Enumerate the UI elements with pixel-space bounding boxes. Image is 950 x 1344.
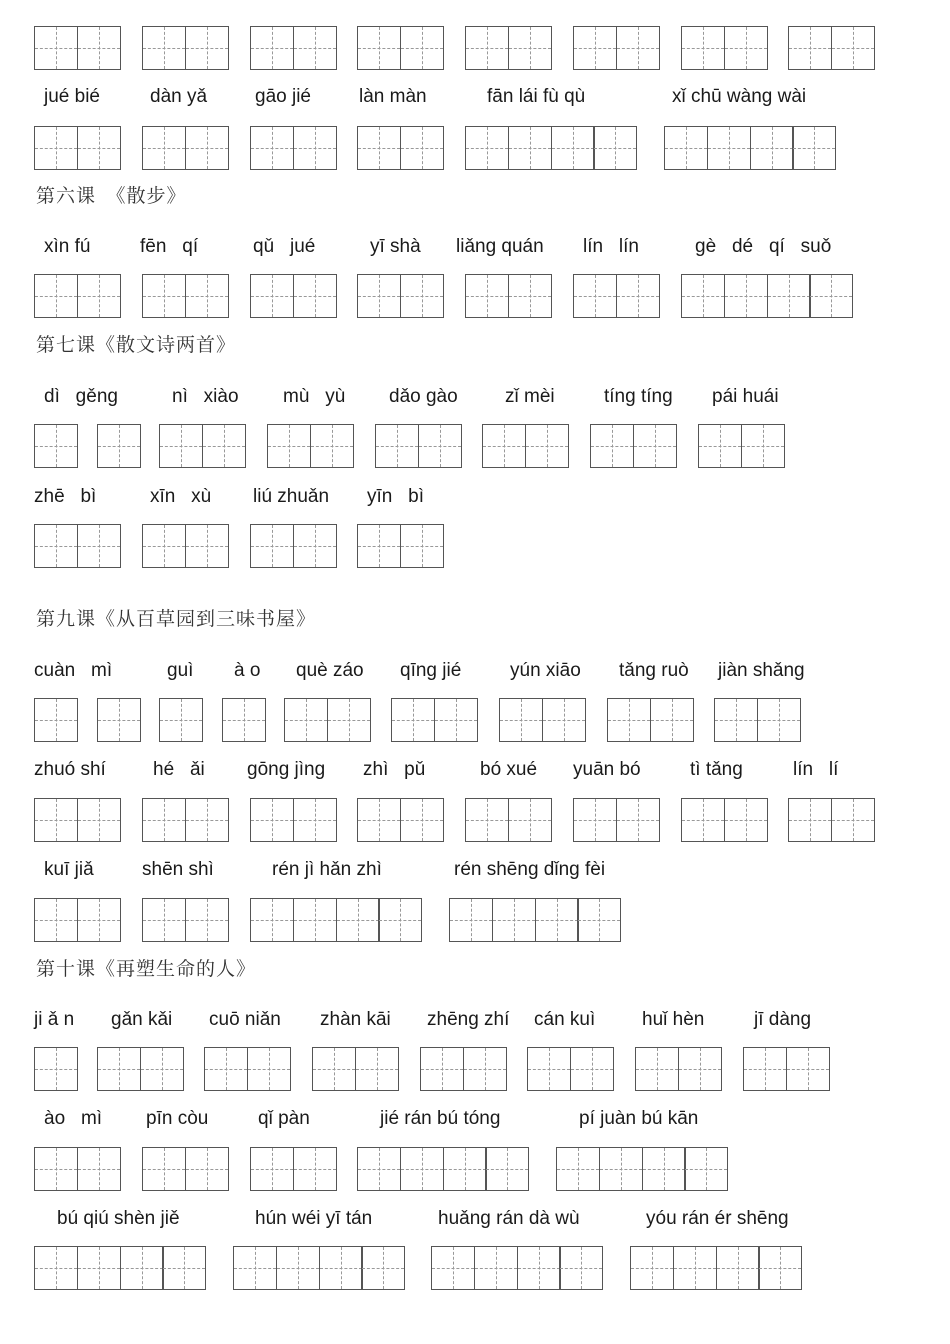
writing-cell[interactable] bbox=[599, 1147, 643, 1191]
pinyin-label: bú qiú shèn jiě bbox=[57, 1208, 180, 1229]
writing-box-group bbox=[465, 26, 551, 70]
lesson-title: 第七课《散文诗两首》 bbox=[36, 334, 237, 356]
writing-cell[interactable] bbox=[250, 798, 294, 842]
pinyin-label: fān lái fù qù bbox=[487, 86, 586, 107]
writing-cell[interactable] bbox=[293, 274, 337, 318]
writing-box-group bbox=[573, 274, 659, 318]
writing-box-group bbox=[357, 274, 443, 318]
writing-cell[interactable] bbox=[310, 424, 354, 468]
pinyin-label: zhuó shí bbox=[34, 759, 106, 780]
pinyin-label: huǐ hèn bbox=[642, 1009, 705, 1030]
writing-cell[interactable] bbox=[449, 898, 493, 942]
writing-box-group bbox=[233, 1246, 404, 1290]
writing-cell[interactable] bbox=[492, 898, 536, 942]
writing-cell[interactable] bbox=[140, 1047, 184, 1091]
pinyin-label: dǎo gào bbox=[389, 386, 458, 407]
writing-box-group bbox=[142, 798, 228, 842]
pinyin-label: gè dé qí suǒ bbox=[695, 236, 832, 257]
writing-cell[interactable] bbox=[293, 126, 337, 170]
lesson-title: 第九课《从百草园到三味书屋》 bbox=[36, 608, 317, 630]
pinyin-label: lín lín bbox=[583, 236, 639, 257]
writing-cell[interactable] bbox=[77, 1246, 121, 1290]
writing-cell[interactable] bbox=[361, 1246, 405, 1290]
writing-box-group bbox=[573, 798, 659, 842]
writing-box-group bbox=[465, 126, 636, 170]
writing-box-group bbox=[681, 274, 852, 318]
writing-box-group bbox=[250, 798, 336, 842]
writing-cell[interactable] bbox=[792, 126, 836, 170]
pinyin-label: guì bbox=[167, 660, 194, 681]
writing-cell[interactable] bbox=[77, 1147, 121, 1191]
writing-cell[interactable] bbox=[573, 274, 617, 318]
writing-cell[interactable] bbox=[607, 698, 651, 742]
writing-box-group bbox=[204, 1047, 290, 1091]
writing-box-group bbox=[159, 424, 245, 468]
writing-box-group bbox=[250, 898, 421, 942]
writing-box-group bbox=[97, 1047, 183, 1091]
writing-cell[interactable] bbox=[77, 798, 121, 842]
writing-box-group bbox=[250, 524, 336, 568]
writing-cell[interactable] bbox=[159, 424, 203, 468]
pinyin-label: tǎng ruò bbox=[619, 660, 689, 681]
writing-cell[interactable] bbox=[743, 1047, 787, 1091]
pinyin-label: zǐ mèi bbox=[505, 386, 555, 407]
writing-cell[interactable] bbox=[714, 698, 758, 742]
writing-cell[interactable] bbox=[120, 1246, 164, 1290]
writing-box-group bbox=[250, 126, 336, 170]
writing-box-group bbox=[465, 274, 551, 318]
writing-cell[interactable] bbox=[418, 424, 462, 468]
writing-box-group bbox=[267, 424, 353, 468]
writing-box-group bbox=[573, 26, 659, 70]
pinyin-label: jī dàng bbox=[754, 1009, 812, 1030]
pinyin-label: yī shà bbox=[370, 236, 421, 257]
writing-cell[interactable] bbox=[185, 274, 229, 318]
pinyin-label: shēn shì bbox=[142, 859, 214, 880]
writing-cell[interactable] bbox=[474, 1246, 518, 1290]
pinyin-label: mù yù bbox=[283, 386, 346, 407]
writing-cell[interactable] bbox=[185, 798, 229, 842]
writing-cell[interactable] bbox=[375, 424, 419, 468]
pinyin-label: dì gěng bbox=[44, 386, 118, 407]
writing-cell[interactable] bbox=[400, 26, 444, 70]
writing-box-group bbox=[788, 798, 874, 842]
pinyin-label: qǔ jué bbox=[253, 236, 316, 257]
writing-cell[interactable] bbox=[355, 1047, 399, 1091]
writing-cell[interactable] bbox=[34, 1047, 78, 1091]
writing-cell[interactable] bbox=[34, 1246, 78, 1290]
writing-box-group bbox=[250, 26, 336, 70]
pinyin-label: ào mì bbox=[44, 1108, 103, 1129]
pinyin-label: tíng tíng bbox=[604, 386, 673, 407]
writing-box-group bbox=[34, 274, 120, 318]
writing-cell[interactable] bbox=[336, 898, 380, 942]
writing-cell[interactable] bbox=[284, 698, 328, 742]
writing-cell[interactable] bbox=[633, 424, 677, 468]
writing-cell[interactable] bbox=[508, 126, 552, 170]
pinyin-label: liú zhuǎn bbox=[253, 486, 330, 507]
writing-cell[interactable] bbox=[293, 798, 337, 842]
writing-cell[interactable] bbox=[162, 1246, 206, 1290]
writing-cell[interactable] bbox=[34, 524, 78, 568]
writing-cell[interactable] bbox=[431, 1246, 475, 1290]
pinyin-label: hún wéi yī tán bbox=[255, 1208, 373, 1229]
writing-cell[interactable] bbox=[312, 1047, 356, 1091]
lesson-title: 第十课《再塑生命的人》 bbox=[36, 958, 257, 980]
writing-box-group bbox=[698, 424, 784, 468]
writing-cell[interactable] bbox=[434, 698, 478, 742]
writing-cell[interactable] bbox=[276, 1246, 320, 1290]
writing-cell[interactable] bbox=[293, 898, 337, 942]
writing-cell[interactable] bbox=[142, 274, 186, 318]
writing-cell[interactable] bbox=[142, 26, 186, 70]
writing-cell[interactable] bbox=[570, 1047, 614, 1091]
writing-cell[interactable] bbox=[250, 524, 294, 568]
writing-box-group bbox=[34, 26, 120, 70]
writing-cell[interactable] bbox=[34, 126, 78, 170]
writing-cell[interactable] bbox=[616, 274, 660, 318]
writing-cell[interactable] bbox=[559, 1246, 603, 1290]
writing-cell[interactable] bbox=[185, 1147, 229, 1191]
pinyin-label: tì tǎng bbox=[690, 759, 743, 780]
writing-cell[interactable] bbox=[357, 1147, 401, 1191]
writing-box-group bbox=[34, 698, 77, 742]
pinyin-label: cuō niǎn bbox=[209, 1009, 281, 1030]
writing-box-group bbox=[499, 698, 585, 742]
pinyin-label: jiàn shǎng bbox=[718, 660, 805, 681]
writing-box-group bbox=[142, 524, 228, 568]
writing-cell[interactable] bbox=[77, 524, 121, 568]
pinyin-label: bó xué bbox=[480, 759, 538, 780]
writing-box-group bbox=[34, 898, 120, 942]
writing-cell[interactable] bbox=[327, 698, 371, 742]
writing-cell[interactable] bbox=[831, 798, 875, 842]
pinyin-label: à o bbox=[234, 660, 261, 681]
writing-cell[interactable] bbox=[400, 274, 444, 318]
writing-box-group bbox=[431, 1246, 602, 1290]
writing-cell[interactable] bbox=[573, 26, 617, 70]
writing-cell[interactable] bbox=[34, 798, 78, 842]
writing-cell[interactable] bbox=[97, 698, 141, 742]
writing-cell[interactable] bbox=[485, 1147, 529, 1191]
writing-cell[interactable] bbox=[758, 1246, 802, 1290]
writing-cell[interactable] bbox=[463, 1047, 507, 1091]
writing-cell[interactable] bbox=[357, 798, 401, 842]
writing-box-group bbox=[312, 1047, 398, 1091]
pinyin-label: zhēng zhí bbox=[427, 1009, 510, 1030]
writing-cell[interactable] bbox=[508, 274, 552, 318]
writing-box-group bbox=[142, 1147, 228, 1191]
writing-box-group bbox=[664, 126, 835, 170]
writing-box-group bbox=[527, 1047, 613, 1091]
writing-cell[interactable] bbox=[391, 698, 435, 742]
writing-cell[interactable] bbox=[465, 26, 509, 70]
writing-cell[interactable] bbox=[142, 524, 186, 568]
writing-cell[interactable] bbox=[34, 274, 78, 318]
writing-cell[interactable] bbox=[250, 898, 294, 942]
writing-cell[interactable] bbox=[508, 798, 552, 842]
writing-box-group bbox=[142, 126, 228, 170]
writing-cell[interactable] bbox=[664, 126, 708, 170]
writing-box-group bbox=[222, 698, 265, 742]
writing-box-group bbox=[743, 1047, 829, 1091]
writing-box-group bbox=[607, 698, 693, 742]
writing-box-group bbox=[357, 524, 443, 568]
writing-cell[interactable] bbox=[267, 424, 311, 468]
writing-cell[interactable] bbox=[831, 26, 875, 70]
writing-cell[interactable] bbox=[750, 126, 794, 170]
writing-box-group bbox=[449, 898, 620, 942]
writing-box-group bbox=[465, 798, 551, 842]
pinyin-label: yīn bì bbox=[367, 486, 425, 507]
writing-box-group bbox=[556, 1147, 727, 1191]
writing-box-group bbox=[714, 698, 800, 742]
lesson-title: 第六课 《散步》 bbox=[36, 185, 187, 207]
pinyin-label: hé ǎi bbox=[153, 759, 205, 780]
writing-cell[interactable] bbox=[357, 524, 401, 568]
pinyin-label: gōng jìng bbox=[247, 759, 326, 780]
writing-box-group bbox=[142, 898, 228, 942]
writing-box-group bbox=[159, 698, 202, 742]
writing-cell[interactable] bbox=[684, 1147, 728, 1191]
writing-cell[interactable] bbox=[767, 274, 811, 318]
writing-cell[interactable] bbox=[707, 126, 751, 170]
writing-cell[interactable] bbox=[809, 274, 853, 318]
writing-box-group bbox=[250, 1147, 336, 1191]
writing-cell[interactable] bbox=[724, 26, 768, 70]
writing-box-group bbox=[284, 698, 370, 742]
writing-cell[interactable] bbox=[525, 424, 569, 468]
writing-cell[interactable] bbox=[400, 126, 444, 170]
writing-cell[interactable] bbox=[573, 798, 617, 842]
writing-cell[interactable] bbox=[202, 424, 246, 468]
writing-cell[interactable] bbox=[293, 26, 337, 70]
writing-cell[interactable] bbox=[786, 1047, 830, 1091]
pinyin-label: fēn qí bbox=[140, 236, 199, 257]
pinyin-label: yún xiāo bbox=[510, 660, 581, 681]
writing-cell[interactable] bbox=[77, 26, 121, 70]
pinyin-label: kuī jiǎ bbox=[44, 859, 94, 880]
pinyin-label: pí juàn bú kān bbox=[579, 1108, 699, 1129]
writing-cell[interactable] bbox=[635, 1047, 679, 1091]
writing-cell[interactable] bbox=[590, 424, 634, 468]
writing-cell[interactable] bbox=[159, 698, 203, 742]
pinyin-label: làn màn bbox=[359, 86, 427, 107]
pinyin-label: ji ǎ n bbox=[34, 1009, 75, 1030]
writing-cell[interactable] bbox=[247, 1047, 291, 1091]
pinyin-label: nì xiào bbox=[172, 386, 239, 407]
writing-cell[interactable] bbox=[142, 1147, 186, 1191]
writing-cell[interactable] bbox=[250, 26, 294, 70]
writing-box-group bbox=[635, 1047, 721, 1091]
writing-cell[interactable] bbox=[222, 698, 266, 742]
writing-cell[interactable] bbox=[34, 698, 78, 742]
writing-cell[interactable] bbox=[233, 1246, 277, 1290]
writing-cell[interactable] bbox=[616, 26, 660, 70]
writing-cell[interactable] bbox=[34, 898, 78, 942]
writing-box-group bbox=[142, 26, 228, 70]
writing-cell[interactable] bbox=[551, 126, 595, 170]
writing-cell[interactable] bbox=[142, 126, 186, 170]
writing-cell[interactable] bbox=[77, 274, 121, 318]
writing-cell[interactable] bbox=[204, 1047, 248, 1091]
pinyin-label: xìn fú bbox=[44, 236, 91, 257]
writing-cell[interactable] bbox=[508, 26, 552, 70]
writing-box-group bbox=[391, 698, 477, 742]
writing-cell[interactable] bbox=[34, 424, 78, 468]
writing-cell[interactable] bbox=[378, 898, 422, 942]
writing-cell[interactable] bbox=[616, 798, 660, 842]
writing-cell[interactable] bbox=[757, 698, 801, 742]
pinyin-label: gǎn kǎi bbox=[111, 1009, 173, 1030]
writing-cell[interactable] bbox=[482, 424, 526, 468]
writing-cell[interactable] bbox=[357, 274, 401, 318]
pinyin-label: rén jì hǎn zhì bbox=[272, 859, 382, 880]
pinyin-label: qīng jié bbox=[400, 660, 462, 681]
pinyin-label: liǎng quán bbox=[456, 236, 544, 257]
writing-box-group bbox=[34, 126, 120, 170]
writing-cell[interactable] bbox=[724, 798, 768, 842]
writing-box-group bbox=[375, 424, 461, 468]
writing-cell[interactable] bbox=[400, 524, 444, 568]
pinyin-label: qǐ pàn bbox=[258, 1108, 310, 1129]
writing-cell[interactable] bbox=[185, 26, 229, 70]
writing-box-group bbox=[97, 424, 140, 468]
writing-cell[interactable] bbox=[293, 524, 337, 568]
writing-cell[interactable] bbox=[650, 698, 694, 742]
writing-cell[interactable] bbox=[77, 126, 121, 170]
writing-cell[interactable] bbox=[97, 1047, 141, 1091]
pinyin-label: cuàn mì bbox=[34, 660, 113, 681]
writing-cell[interactable] bbox=[357, 126, 401, 170]
writing-cell[interactable] bbox=[465, 798, 509, 842]
writing-cell[interactable] bbox=[250, 274, 294, 318]
writing-cell[interactable] bbox=[788, 798, 832, 842]
pinyin-label: zhē bì bbox=[34, 486, 97, 507]
writing-cell[interactable] bbox=[142, 798, 186, 842]
pinyin-label: huǎng rán dà wù bbox=[438, 1208, 580, 1229]
writing-cell[interactable] bbox=[34, 1147, 78, 1191]
writing-cell[interactable] bbox=[577, 898, 621, 942]
writing-cell[interactable] bbox=[681, 798, 725, 842]
writing-cell[interactable] bbox=[556, 1147, 600, 1191]
writing-cell[interactable] bbox=[443, 1147, 487, 1191]
pinyin-label: pái huái bbox=[712, 386, 779, 407]
writing-box-group bbox=[250, 274, 336, 318]
writing-cell[interactable] bbox=[535, 898, 579, 942]
writing-cell[interactable] bbox=[420, 1047, 464, 1091]
writing-cell[interactable] bbox=[77, 898, 121, 942]
writing-cell[interactable] bbox=[465, 126, 509, 170]
writing-cell[interactable] bbox=[465, 274, 509, 318]
writing-cell[interactable] bbox=[400, 1147, 444, 1191]
pinyin-label: dàn yǎ bbox=[150, 86, 208, 107]
writing-cell[interactable] bbox=[724, 274, 768, 318]
pinyin-label: què záo bbox=[296, 660, 364, 681]
writing-cell[interactable] bbox=[527, 1047, 571, 1091]
pinyin-label: jié rán bú tóng bbox=[380, 1108, 501, 1129]
writing-box-group bbox=[681, 798, 767, 842]
writing-box-group bbox=[34, 798, 120, 842]
writing-cell[interactable] bbox=[400, 798, 444, 842]
writing-cell[interactable] bbox=[593, 126, 637, 170]
writing-box-group bbox=[34, 524, 120, 568]
writing-cell[interactable] bbox=[630, 1246, 674, 1290]
writing-cell[interactable] bbox=[34, 26, 78, 70]
writing-cell[interactable] bbox=[673, 1246, 717, 1290]
writing-box-group bbox=[420, 1047, 506, 1091]
writing-box-group bbox=[590, 424, 676, 468]
pinyin-label: jué bié bbox=[44, 86, 100, 107]
writing-cell[interactable] bbox=[517, 1246, 561, 1290]
writing-box-group bbox=[142, 274, 228, 318]
pinyin-label: zhì pǔ bbox=[363, 759, 426, 780]
writing-cell[interactable] bbox=[185, 898, 229, 942]
writing-cell[interactable] bbox=[185, 524, 229, 568]
writing-box-group bbox=[34, 1246, 205, 1290]
writing-box-group bbox=[482, 424, 568, 468]
writing-cell[interactable] bbox=[681, 274, 725, 318]
writing-cell[interactable] bbox=[741, 424, 785, 468]
writing-cell[interactable] bbox=[250, 1147, 294, 1191]
writing-box-group bbox=[788, 26, 874, 70]
pinyin-label: cán kuì bbox=[534, 1009, 596, 1030]
writing-cell[interactable] bbox=[642, 1147, 686, 1191]
writing-cell[interactable] bbox=[250, 126, 294, 170]
pinyin-label: pīn còu bbox=[146, 1108, 209, 1129]
writing-box-group bbox=[357, 26, 443, 70]
writing-cell[interactable] bbox=[716, 1246, 760, 1290]
writing-box-group bbox=[357, 798, 443, 842]
writing-cell[interactable] bbox=[499, 698, 543, 742]
pinyin-label: yuān bó bbox=[573, 759, 641, 780]
writing-box-group bbox=[34, 424, 77, 468]
pinyin-label: gāo jié bbox=[255, 86, 311, 107]
writing-box-group bbox=[34, 1147, 120, 1191]
writing-cell[interactable] bbox=[698, 424, 742, 468]
pinyin-label: rén shēng dǐng fèi bbox=[454, 859, 606, 880]
pinyin-label: yóu rán ér shēng bbox=[646, 1208, 789, 1229]
writing-cell[interactable] bbox=[319, 1246, 363, 1290]
writing-cell[interactable] bbox=[185, 126, 229, 170]
writing-box-group bbox=[357, 126, 443, 170]
pinyin-label: lín lí bbox=[793, 759, 839, 780]
pinyin-label: zhàn kāi bbox=[320, 1009, 391, 1030]
writing-box-group bbox=[681, 26, 767, 70]
pinyin-label: xīn xù bbox=[150, 486, 212, 507]
writing-cell[interactable] bbox=[142, 898, 186, 942]
writing-box-group bbox=[97, 698, 140, 742]
writing-cell[interactable] bbox=[357, 26, 401, 70]
writing-cell[interactable] bbox=[293, 1147, 337, 1191]
writing-box-group bbox=[357, 1147, 528, 1191]
writing-cell[interactable] bbox=[97, 424, 141, 468]
writing-cell[interactable] bbox=[542, 698, 586, 742]
writing-cell[interactable] bbox=[788, 26, 832, 70]
writing-cell[interactable] bbox=[678, 1047, 722, 1091]
writing-cell[interactable] bbox=[681, 26, 725, 70]
writing-box-group bbox=[34, 1047, 77, 1091]
writing-box-group bbox=[630, 1246, 801, 1290]
pinyin-label: xǐ chū wàng wài bbox=[672, 86, 807, 107]
